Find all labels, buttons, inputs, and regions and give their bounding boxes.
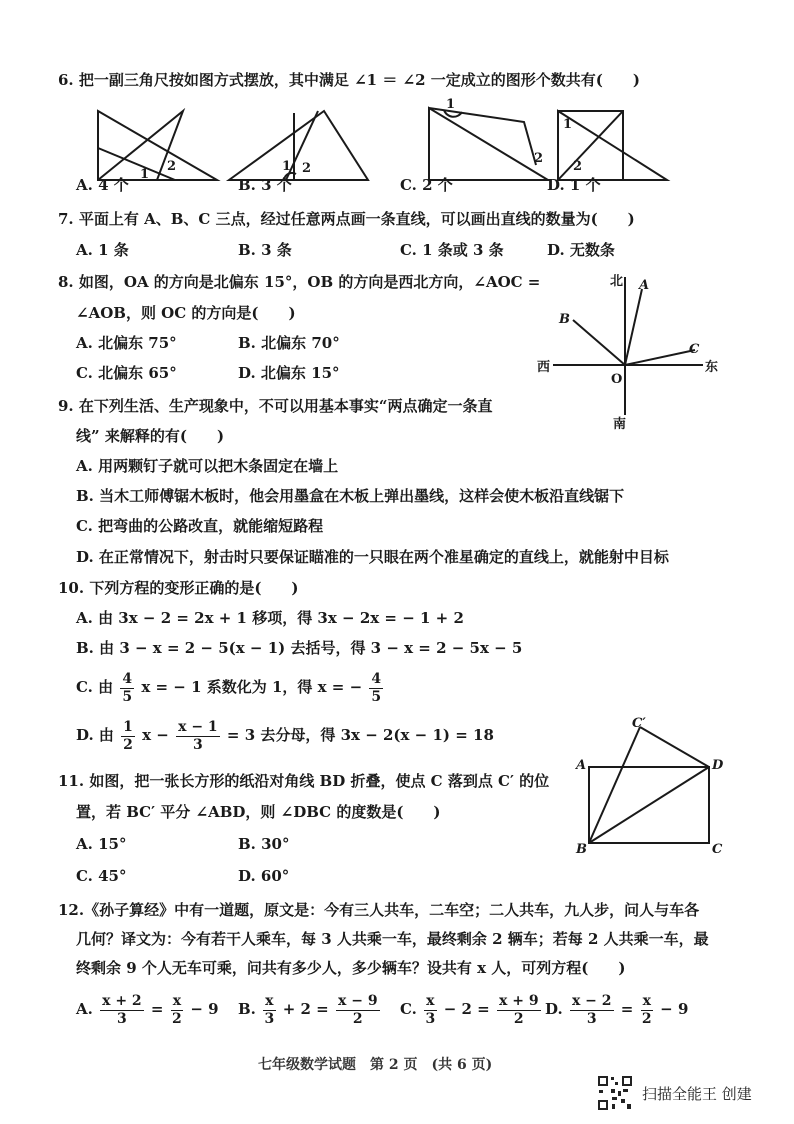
qr-code-icon: [597, 1075, 633, 1111]
svg-text:2: 2: [534, 151, 544, 166]
q6-stem: 6. 把一副三角尺按如图方式摆放，其中满足 ∠1 ＝ ∠2 一定成立的图形个数共有( ): [58, 71, 640, 89]
q11-option-d[interactable]: D. 60°: [238, 867, 290, 885]
q8-option-d[interactable]: D. 北偏东 15°: [238, 364, 340, 382]
fraction: $\frac{x - 1}{3}$: [178, 718, 218, 753]
svg-text:1: 1: [446, 97, 456, 112]
svg-text:北: 北: [610, 274, 624, 289]
q11-option-b[interactable]: B. 30°: [238, 835, 290, 853]
fraction: $\frac{x - 9}{2}$: [338, 992, 378, 1027]
fraction: $\frac{x + 2}{3}$: [102, 992, 142, 1027]
svg-text:南: 南: [613, 417, 627, 432]
fraction: $\frac{x + 9}{2}$: [499, 992, 539, 1027]
q12-option-b[interactable]: B. $\frac{x}{3}$ + 2 = $\frac{x - 9}{2}$: [238, 992, 378, 1027]
q6-option-a[interactable]: A. 4 个: [76, 176, 129, 194]
svg-text:C: C: [712, 842, 723, 857]
svg-text:西: 西: [537, 360, 551, 375]
q9-option-c[interactable]: C. 把弯曲的公路改直，就能缩短路程: [76, 517, 324, 535]
q6-option-d[interactable]: D. 1 个: [547, 176, 601, 194]
page-footer: 七年级数学试题 第 2 页 (共 6 页): [258, 1057, 493, 1073]
q8-compass-figure: [535, 265, 725, 435]
q6-figure-b: [226, 108, 371, 183]
q11-option-a[interactable]: A. 15°: [76, 835, 127, 853]
q10-stem: 10. 下列方程的变形正确的是( ): [58, 579, 299, 597]
q6-option-b[interactable]: B. 3 个: [238, 176, 292, 194]
fraction: $\frac{x - 2}{3}$: [571, 992, 612, 1027]
q11-option-c[interactable]: C. 45°: [76, 867, 127, 885]
q12-stem-line1: 12.《孙子算经》中有一道题，原文是：今有三人共车，二车空；二人共车，九人步，问人与车各: [58, 901, 700, 919]
svg-text:D: D: [712, 758, 724, 773]
q9-option-b[interactable]: B. 当木工师傅锯木板时，他会用墨盒在木板上弹出墨线，这样会使木板沿直线锯下: [76, 487, 625, 505]
q12-stem-line3: 终剩余 9 个人无车可乘，问共有多少人，多少辆车？设共有 x 人，可列方程( ): [76, 959, 626, 977]
svg-text:1: 1: [140, 167, 150, 182]
q6-figure-d: [555, 108, 670, 183]
svg-text:O: O: [611, 372, 623, 387]
fraction: $\frac{4}{5}$: [122, 670, 133, 705]
scanner-brand-label: 扫描全能王 创建: [642, 1085, 752, 1103]
q8-option-c[interactable]: C. 北偏东 65°: [76, 364, 177, 382]
q7-option-d[interactable]: D. 无数条: [547, 241, 615, 259]
q10-option-d[interactable]: D. 由 $\frac{1}{2}$ x − $\frac{x - 1}{3}$ = 3 去分母，得 3x − 2(x − 1) = 18: [76, 718, 494, 753]
q10-option-a[interactable]: A. 由 3x − 2 = 2x + 1 移项，得 3x − 2x = − 1 + 2: [76, 609, 464, 627]
q9-option-a[interactable]: A. 用两颗钉子就可以把木条固定在墙上: [76, 457, 339, 475]
fraction: $\frac{1}{2}$: [123, 718, 133, 753]
q9-stem-line2: 线” 来解释的有( ): [76, 427, 225, 445]
q8-option-a[interactable]: A. 北偏东 75°: [76, 334, 177, 352]
q11-rectangle-figure: [572, 715, 722, 855]
q8-option-b[interactable]: B. 北偏东 70°: [238, 334, 340, 352]
fraction: $\frac{x}{3}$: [425, 992, 436, 1027]
q6-figure-c: [426, 97, 551, 183]
q8-stem-line2: ∠AOB，则 OC 的方向是( ): [76, 304, 296, 322]
svg-text:C′: C′: [632, 716, 646, 731]
q12-option-d[interactable]: D. $\frac{x - 2}{3}$ = $\frac{x}{2}$ − 9: [545, 992, 689, 1027]
fraction: $\frac{4}{5}$: [371, 670, 382, 705]
svg-text:1: 1: [282, 159, 292, 174]
q10-option-c[interactable]: C. 由 $\frac{4}{5}$ x = − 1 系数化为 1，得 x = − $\frac{4}{5}$: [76, 670, 382, 705]
svg-text:2: 2: [167, 159, 177, 174]
svg-text:B: B: [576, 842, 587, 857]
svg-text:C: C: [689, 342, 700, 357]
q7-option-b[interactable]: B. 3 条: [238, 241, 292, 259]
q6-figure-a: [95, 108, 220, 183]
fraction: $\frac{x}{3}$: [264, 992, 275, 1027]
q7-stem: 7. 平面上有 A、B、C 三点，经过任意两点画一条直线，可以画出直线的数量为( ): [58, 210, 635, 228]
q7-option-a[interactable]: A. 1 条: [76, 241, 129, 259]
svg-text:东: 东: [705, 360, 719, 375]
q12-option-c[interactable]: C. $\frac{x}{3}$ − 2 = $\frac{x + 9}{2}$: [400, 992, 539, 1027]
svg-text:A: A: [639, 278, 650, 293]
q7-option-c[interactable]: C. 1 条或 3 条: [400, 241, 504, 259]
svg-text:B: B: [559, 312, 570, 327]
svg-text:2: 2: [302, 161, 312, 176]
svg-text:2: 2: [573, 159, 583, 174]
svg-text:A: A: [576, 758, 587, 773]
q10-option-b[interactable]: B. 由 3 − x = 2 − 5(x − 1) 去括号，得 3 − x = 2 − 5x − 5: [76, 639, 523, 657]
fraction: $\frac{x}{2}$: [172, 992, 182, 1027]
svg-text:1: 1: [563, 117, 573, 132]
q6-option-c[interactable]: C. 2 个: [400, 176, 453, 194]
q12-option-a[interactable]: A. $\frac{x + 2}{3}$ = $\frac{x}{2}$ − 9: [76, 992, 219, 1027]
q9-stem-line1: 9. 在下列生活、生产现象中，不可以用基本事实“两点确定一条直: [58, 397, 493, 415]
q8-stem-line1: 8. 如图，OA 的方向是北偏东 15°，OB 的方向是西北方向，∠AOC =: [58, 273, 541, 291]
q11-stem-line1: 11. 如图，把一张长方形的纸沿对角线 BD 折叠，使点 C 落到点 C′ 的位: [58, 772, 550, 790]
q12-stem-line2: 几何？译文为：今有若干人乘车，每 3 人共乘一车，最终剩余 2 辆车；若每 2 人共乘一车，最: [76, 930, 709, 948]
q9-option-d[interactable]: D. 在正常情况下，射击时只要保证瞄准的一只眼在两个准星确定的直线上，就能射中目标: [76, 548, 669, 566]
fraction: $\frac{x}{2}$: [641, 992, 652, 1027]
q11-stem-line2: 置，若 BC′ 平分 ∠ABD，则 ∠DBC 的度数是( ): [76, 803, 441, 821]
